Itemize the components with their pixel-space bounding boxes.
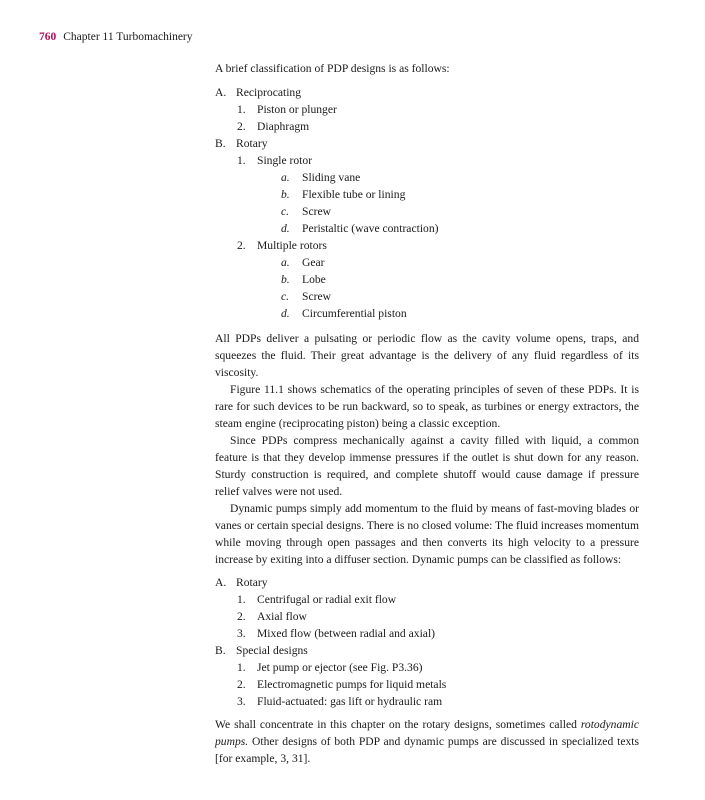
classification-intro: A brief classification of PDP designs is as follows:: [215, 62, 450, 75]
list-label: Screw: [302, 205, 331, 218]
list-label: Mixed flow (between radial and axial): [257, 627, 436, 640]
list-item: [237, 271, 639, 288]
list-item: [215, 135, 639, 322]
list-label: Diaphragm: [257, 120, 310, 133]
list-item: [237, 288, 639, 305]
list-marker: d.: [281, 307, 290, 320]
list-marker: 1.: [237, 103, 246, 116]
list-item: [215, 84, 639, 135]
list-label: Reciprocating: [236, 86, 302, 99]
list-label: Jet pump or ejector (see Fig. P3.36): [257, 661, 423, 674]
list-label: Fluid-actuated: gas lift or hydraulic ram: [257, 695, 443, 708]
list-marker: B.: [215, 644, 226, 657]
list-marker: b.: [281, 273, 290, 286]
list-label: Flexible tube or lining: [302, 188, 406, 201]
list-marker: A.: [215, 576, 227, 589]
list-marker: B.: [215, 137, 226, 150]
list-item: [215, 693, 639, 710]
list-marker: 1.: [237, 593, 246, 606]
list-marker: 2.: [237, 120, 246, 133]
list-label: Special designs: [236, 644, 308, 657]
paragraph: All PDPs deliver a pulsating or periodic flow as the cavity volume opens, traps, and squeezes the fluid. Their great advantage is the delivery of any fluid regardless of its viscosity.: [215, 332, 639, 379]
list-label: Sliding vane: [302, 171, 361, 184]
list-item: [237, 169, 639, 186]
list-item: [237, 220, 639, 237]
list-marker: a.: [281, 171, 290, 184]
list-label: Axial flow: [257, 610, 307, 623]
closing-text-before: We shall concentrate in this chapter on the rotary designs, sometimes called: [215, 718, 581, 731]
list-marker: 1.: [237, 661, 246, 674]
pdp-classification-list: [215, 84, 639, 322]
list-item: [237, 305, 639, 322]
list-item: [237, 186, 639, 203]
list-item: [215, 625, 639, 642]
list-marker: 2.: [237, 678, 246, 691]
page-number: 760: [39, 31, 57, 43]
list-item: [215, 659, 639, 676]
list-label: Rotary: [236, 137, 268, 150]
list-marker: c.: [281, 205, 290, 218]
list-label: Electromagnetic pumps for liquid metals: [257, 678, 447, 691]
list-label: Peristaltic (wave contraction): [302, 222, 439, 235]
list-item: [215, 152, 639, 237]
list-label: Lobe: [302, 273, 326, 286]
list-item: [237, 203, 639, 220]
list-label: Rotary: [236, 576, 268, 589]
paragraph: Dynamic pumps simply add momentum to the fluid by means of fast-moving blades or vanes or certain special designs. There is no closed volume: The fluid increases momentum while moving through open passages and then converts its high velocity to a pressure increase by exiting into a diffuser section. Dynamic pumps can be classified as follows:: [215, 502, 639, 566]
dynamic-classification-list: [215, 574, 639, 710]
list-item: [215, 101, 639, 118]
list-label: Piston or plunger: [257, 103, 337, 116]
list-label: Circumferential piston: [302, 307, 407, 320]
closing-text-after: Other designs of both PDP and dynamic pumps are discussed in specialized texts [for example, 3, 31].: [215, 735, 639, 765]
list-item: [215, 591, 639, 608]
list-label: Single rotor: [257, 154, 313, 167]
list-label: Centrifugal or radial exit flow: [257, 593, 397, 606]
list-marker: 2.: [237, 610, 246, 623]
list-item: [215, 574, 639, 642]
list-item: [215, 118, 639, 135]
list-marker: 2.: [237, 239, 246, 252]
list-label: Multiple rotors: [257, 239, 327, 252]
list-item: [215, 642, 639, 710]
closing-paragraph: [215, 716, 639, 767]
rotodynamic-term: rotodynamic pumps.: [215, 718, 639, 748]
list-marker: b.: [281, 188, 290, 201]
chapter-title: Chapter 11 Turbomachinery: [63, 31, 193, 43]
list-marker: a.: [281, 256, 290, 269]
list-item: [237, 254, 639, 271]
list-marker: 1.: [237, 154, 246, 167]
list-item: [215, 676, 639, 693]
list-marker: d.: [281, 222, 290, 235]
paragraph: Since PDPs compress mechanically against a cavity filled with liquid, a common feature is that they develop immense pressures if the outlet is shut down for any reason. Sturdy construction is required, and complete shutoff would cause damage if pressure relief valves were not used.: [215, 434, 639, 498]
list-label: Screw: [302, 290, 331, 303]
list-marker: 3.: [237, 695, 246, 708]
list-item: [215, 237, 639, 322]
list-marker: 3.: [237, 627, 246, 640]
list-marker: c.: [281, 290, 290, 303]
list-item: [215, 608, 639, 625]
page-body: [215, 60, 639, 767]
list-marker: A.: [215, 86, 227, 99]
running-head: [39, 30, 193, 44]
list-label: Gear: [302, 256, 325, 269]
paragraph: Figure 11.1 shows schematics of the operating principles of seven of these PDPs. It is rare for such devices to be run backward, so to speak, as turbines or energy extractors, the steam engine (reciprocating piston) being a classic exception.: [215, 383, 639, 430]
